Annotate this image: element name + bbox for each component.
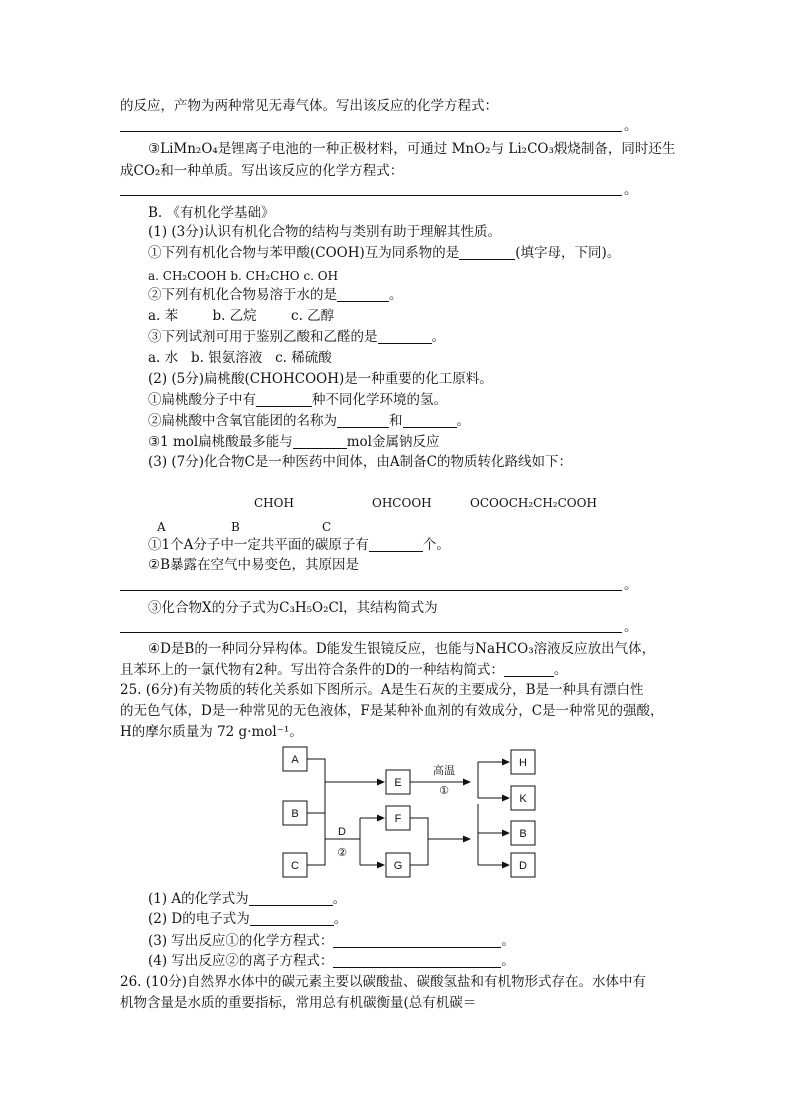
line-23: [120, 661, 567, 679]
answer-blank: [333, 933, 501, 948]
q25-item-1: [148, 890, 346, 908]
question-26-line-1: 26. (10分)自然界水体中的碳元素主要以碳酸盐、碳酸氢盐和有机物形式存在。水体中有: [120, 974, 646, 990]
compound-a: A: [157, 520, 166, 534]
answer-blank: [337, 413, 389, 428]
q25-item-4-tail: 。: [501, 953, 515, 969]
q25-item-3: [148, 932, 515, 950]
q25-item-2-text: (2) D的电子式为: [148, 911, 250, 927]
line-21: ③化合物X的分子式为C₃H₅O₂Cl，其结构简式为: [148, 600, 438, 616]
line-10-text: ③下列试剂可用于鉴别乙酸和乙醛的是: [148, 329, 378, 345]
answer-blank: [337, 287, 389, 302]
line-6-text: ①下列有机化合物与苯甲酸(COOH)互为同系物的是: [148, 245, 460, 261]
answer-blank: [403, 413, 457, 428]
label-c: C: [291, 860, 299, 872]
label-reaction-1: ①: [439, 785, 449, 797]
question-26-line-2: 机物含量是水质的重要指标，常用总有机碳衡量(总有机碳＝: [120, 995, 477, 1011]
options-2: a. 苯 b. 乙烷 c. 乙醇: [148, 308, 335, 324]
line-13-tail: 种不同化学环境的氢。: [312, 392, 447, 408]
period-2: 。: [624, 182, 638, 198]
answer-blank: [504, 662, 554, 677]
options-1: a. CH₂COOH b. CH₂CHO c. OH: [148, 269, 339, 283]
answer-blank: [378, 329, 432, 344]
answer-blank: [250, 911, 334, 926]
line-14-tail: 。: [456, 413, 470, 429]
label-f: F: [394, 813, 402, 825]
line-19: [148, 536, 450, 554]
label-b-product: B: [519, 828, 527, 840]
section-b-title: B. 《有机化学基础》: [148, 205, 275, 221]
line-19-tail: 个。: [422, 537, 450, 553]
q25-item-4-text: (4) 写出反应②的离子方程式：: [148, 953, 334, 969]
answer-blank: [293, 434, 347, 449]
label-k: K: [519, 793, 527, 805]
q25-item-3-tail: 。: [501, 933, 515, 949]
label-b: B: [291, 808, 299, 820]
structure-label-c: OCOOCH₂CH₂COOH: [470, 496, 597, 510]
structure-label-b: OHCOOH: [372, 496, 432, 510]
line-13-text: ①扁桃酸分子中有: [148, 392, 256, 408]
line-10-tail: 。: [431, 329, 445, 345]
label-high-temp: 高温: [433, 765, 455, 777]
label-reaction-2: ②: [337, 847, 347, 859]
label-a: A: [291, 754, 299, 766]
answer-blank: [256, 392, 312, 407]
label-g: G: [393, 860, 403, 872]
answer-blank: [369, 537, 423, 552]
line-14-text: ②扁桃酸中含氧官能团的名称为: [148, 413, 337, 429]
label-d-reagent: D: [338, 826, 346, 838]
q25-item-3-text: (3) 写出反应①的化学方程式：: [148, 933, 334, 949]
line-20: ②B暴露在空气中易变色，其原因是: [148, 557, 360, 573]
line-15-text: ③1 mol扁桃酸最多能与: [148, 434, 293, 450]
period-3: 。: [624, 577, 638, 593]
compound-b: B: [231, 520, 240, 534]
line-12: (2) (5分)扁桃酸(CHOHCOOH)是一种重要的化工原料。: [148, 371, 493, 387]
period-1: 。: [624, 118, 638, 134]
q25-item-1-text: (1) A的化学式为: [148, 891, 249, 907]
line-8-tail: 。: [389, 287, 403, 303]
bracket-fg: [410, 818, 428, 865]
label-e: E: [394, 777, 402, 789]
answer-blank: [249, 891, 333, 906]
line-19-text: ①1个A分子中一定共平面的碳原子有: [148, 537, 369, 553]
q25-item-2: [148, 910, 347, 928]
question-25-line-1: 25. (6分)有关物质的转化关系如下图所示。A是生石灰的主要成分，B是一种具有漂白性: [120, 682, 644, 698]
answer-line-1: [120, 131, 622, 132]
period-4: 。: [624, 619, 638, 635]
bracket-bc: [307, 813, 325, 865]
line-14-mid: 和: [389, 413, 403, 429]
q25-item-4: [148, 952, 515, 970]
question-25-line-2: 的无色气体，D是一种常见的无色液体，F是某种补血剂的有效成分，C是一种常见的强酸，: [120, 703, 664, 719]
line-22: ④D是B的一种同分异构体。D能发生银镜反应，也能与NaHCO₃溶液反应放出气体，: [148, 641, 656, 657]
compound-c: C: [322, 520, 332, 534]
line-23-text: 且苯环上的一氯代物有2种。写出符合条件的D的一种结构简式：: [120, 662, 504, 678]
line-5: (1) (3分)认识有机化合物的结构与类别有助于理解其性质。: [148, 224, 502, 240]
line-16: (3) (7分)化合物C是一种医药中间体，由A制备C的物质转化路线如下：: [148, 454, 572, 470]
line-13: [148, 391, 447, 409]
answer-line-4: [120, 632, 622, 633]
line-15: [148, 433, 439, 451]
line-3: 成CO₂和一种单质。写出该反应的化学方程式：: [120, 163, 404, 179]
line-1: 的反应，产物为两种常见无毒气体。写出该反应的化学方程式：: [120, 98, 498, 114]
line-6-tail: (填字母，下同)。: [515, 245, 621, 261]
q25-item-1-tail: 。: [332, 891, 347, 907]
label-d-product: D: [519, 860, 527, 872]
question-25-line-3: H的摩尔质量为 72 g·mol⁻¹。: [120, 724, 303, 740]
line-14: [148, 412, 470, 430]
line-15-tail: mol金属钠反应: [346, 434, 440, 450]
bracket-ab: [307, 759, 325, 813]
conversion-diagram: [280, 744, 544, 886]
line-10: [148, 328, 445, 346]
line-6: [148, 244, 620, 262]
label-h: H: [519, 757, 527, 769]
answer-blank: [333, 953, 501, 968]
answer-blank: [459, 245, 515, 260]
options-3: a. 水 b. 银氨溶液 c. 稀硫酸: [148, 350, 332, 366]
answer-line-2: [120, 195, 622, 196]
answer-line-3: [120, 590, 622, 591]
line-8: [148, 286, 403, 304]
q25-item-2-tail: 。: [333, 911, 348, 927]
line-2: ③LiMn₂O₄是锂离子电池的一种正极材料，可通过 MnO₂与 Li₂CO₃煅烧制备，同时还生: [148, 141, 676, 157]
structure-label-a: CHOH: [254, 496, 294, 510]
line-23-tail: 。: [553, 662, 568, 678]
line-8-text: ②下列有机化合物易溶于水的是: [148, 287, 337, 303]
